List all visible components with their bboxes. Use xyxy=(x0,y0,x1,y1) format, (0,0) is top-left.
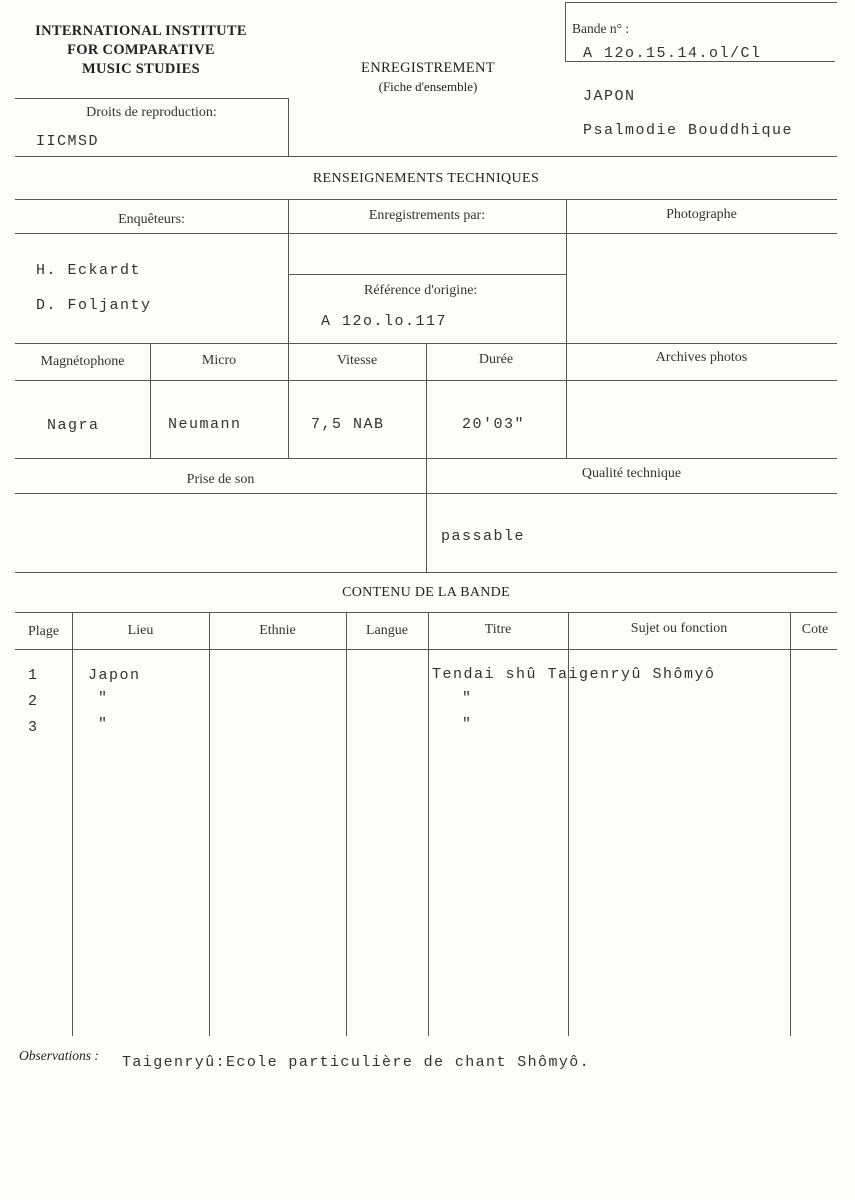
row-plage: 3 xyxy=(28,719,39,736)
col-header-sujet: Sujet ou fonction xyxy=(630,621,728,636)
row-line xyxy=(15,233,837,234)
observations-text: Taigenryû:Ecole particulière de chant Shômyô. xyxy=(122,1054,591,1071)
institute-line-1: INTERNATIONAL INSTITUTE xyxy=(35,23,247,39)
table-header-top-line xyxy=(15,612,837,613)
row-titre: Tendai shû Taigenryû Shômyô xyxy=(432,666,716,683)
qualite-technique-label: Qualité technique xyxy=(581,466,682,481)
reference-divider xyxy=(288,274,566,275)
row-line xyxy=(15,458,837,459)
droits-label: Droits de reproduction: xyxy=(86,105,217,120)
table-column-divider xyxy=(209,612,210,1036)
row-lieu: " xyxy=(98,690,109,707)
row-plage: 2 xyxy=(28,693,39,710)
section-line xyxy=(15,572,837,573)
enqueteur-2: D. Foljanty xyxy=(36,297,152,314)
droits-value: IICMSD xyxy=(36,133,100,150)
droits-box-right-border xyxy=(288,98,289,156)
duree-label: Durée xyxy=(478,352,514,367)
institute-name xyxy=(10,22,272,79)
col-header-titre: Titre xyxy=(484,622,512,637)
section-line xyxy=(15,199,837,200)
bande-value: A 12o.15.14.ol/Cl xyxy=(583,45,762,62)
photographe-label: Photographe xyxy=(666,207,737,222)
row-plage: 1 xyxy=(28,667,39,684)
technical-section-title: RENSEIGNEMENTS TECHNIQUES xyxy=(312,171,540,186)
bande-label: Bande n° : xyxy=(572,21,630,36)
enregistrements-label: Enregistrements par: xyxy=(368,208,486,223)
micro-value: Neumann xyxy=(168,416,242,433)
observations-label: Observations : xyxy=(19,1048,99,1063)
col-header-langue: Langue xyxy=(366,623,408,638)
table-column-divider xyxy=(72,612,73,1036)
micro-label: Micro xyxy=(201,353,237,368)
enqueteurs-label: Enquêteurs: xyxy=(118,212,185,227)
row-titre: " xyxy=(462,716,473,733)
reference-value: A 12o.lo.117 xyxy=(321,313,448,330)
archives-photos-label: Archives photos xyxy=(655,350,748,365)
droits-box-top-border xyxy=(15,98,288,99)
col-header-ethnie: Ethnie xyxy=(259,623,296,638)
row-lieu: " xyxy=(98,716,109,733)
enqueteur-1: H. Eckardt xyxy=(36,262,142,279)
section-line-top xyxy=(15,156,837,157)
table-column-divider xyxy=(346,612,347,1036)
bande-box-left-border xyxy=(565,2,566,62)
country-value: JAPON xyxy=(583,88,636,105)
duree-value: 20'03" xyxy=(462,416,526,433)
form-title: ENREGISTREMENT xyxy=(361,60,495,76)
qualite-value: passable xyxy=(441,528,526,545)
institute-line-2: FOR COMPARATIVE xyxy=(67,42,215,58)
vitesse-label: Vitesse xyxy=(336,353,378,368)
row-line xyxy=(15,380,837,381)
table-column-divider xyxy=(428,612,429,1036)
institute-line-3: MUSIC STUDIES xyxy=(82,61,200,77)
subject-value: Psalmodie Bouddhique xyxy=(583,122,794,139)
bande-box-top-border xyxy=(565,2,837,3)
table-header-bottom-line xyxy=(15,649,837,650)
col-header-lieu: Lieu xyxy=(127,623,154,638)
row-line xyxy=(15,493,837,494)
vitesse-value: 7,5 NAB xyxy=(311,416,385,433)
contents-section-title: CONTENU DE LA BANDE xyxy=(342,585,510,600)
table-column-divider xyxy=(790,612,791,1036)
prise-de-son-label: Prise de son xyxy=(186,472,255,487)
form-subtitle: (Fiche d'ensemble) xyxy=(378,79,478,94)
magnetophone-value: Nagra xyxy=(47,417,100,434)
col-header-plage: Plage xyxy=(27,624,60,639)
col-header-cote: Cote xyxy=(801,622,829,637)
reference-label: Référence d'origine: xyxy=(364,283,478,298)
magnetophone-label: Magnétophone xyxy=(40,354,125,369)
row-lieu: Japon xyxy=(88,667,141,684)
row-titre: " xyxy=(462,690,473,707)
